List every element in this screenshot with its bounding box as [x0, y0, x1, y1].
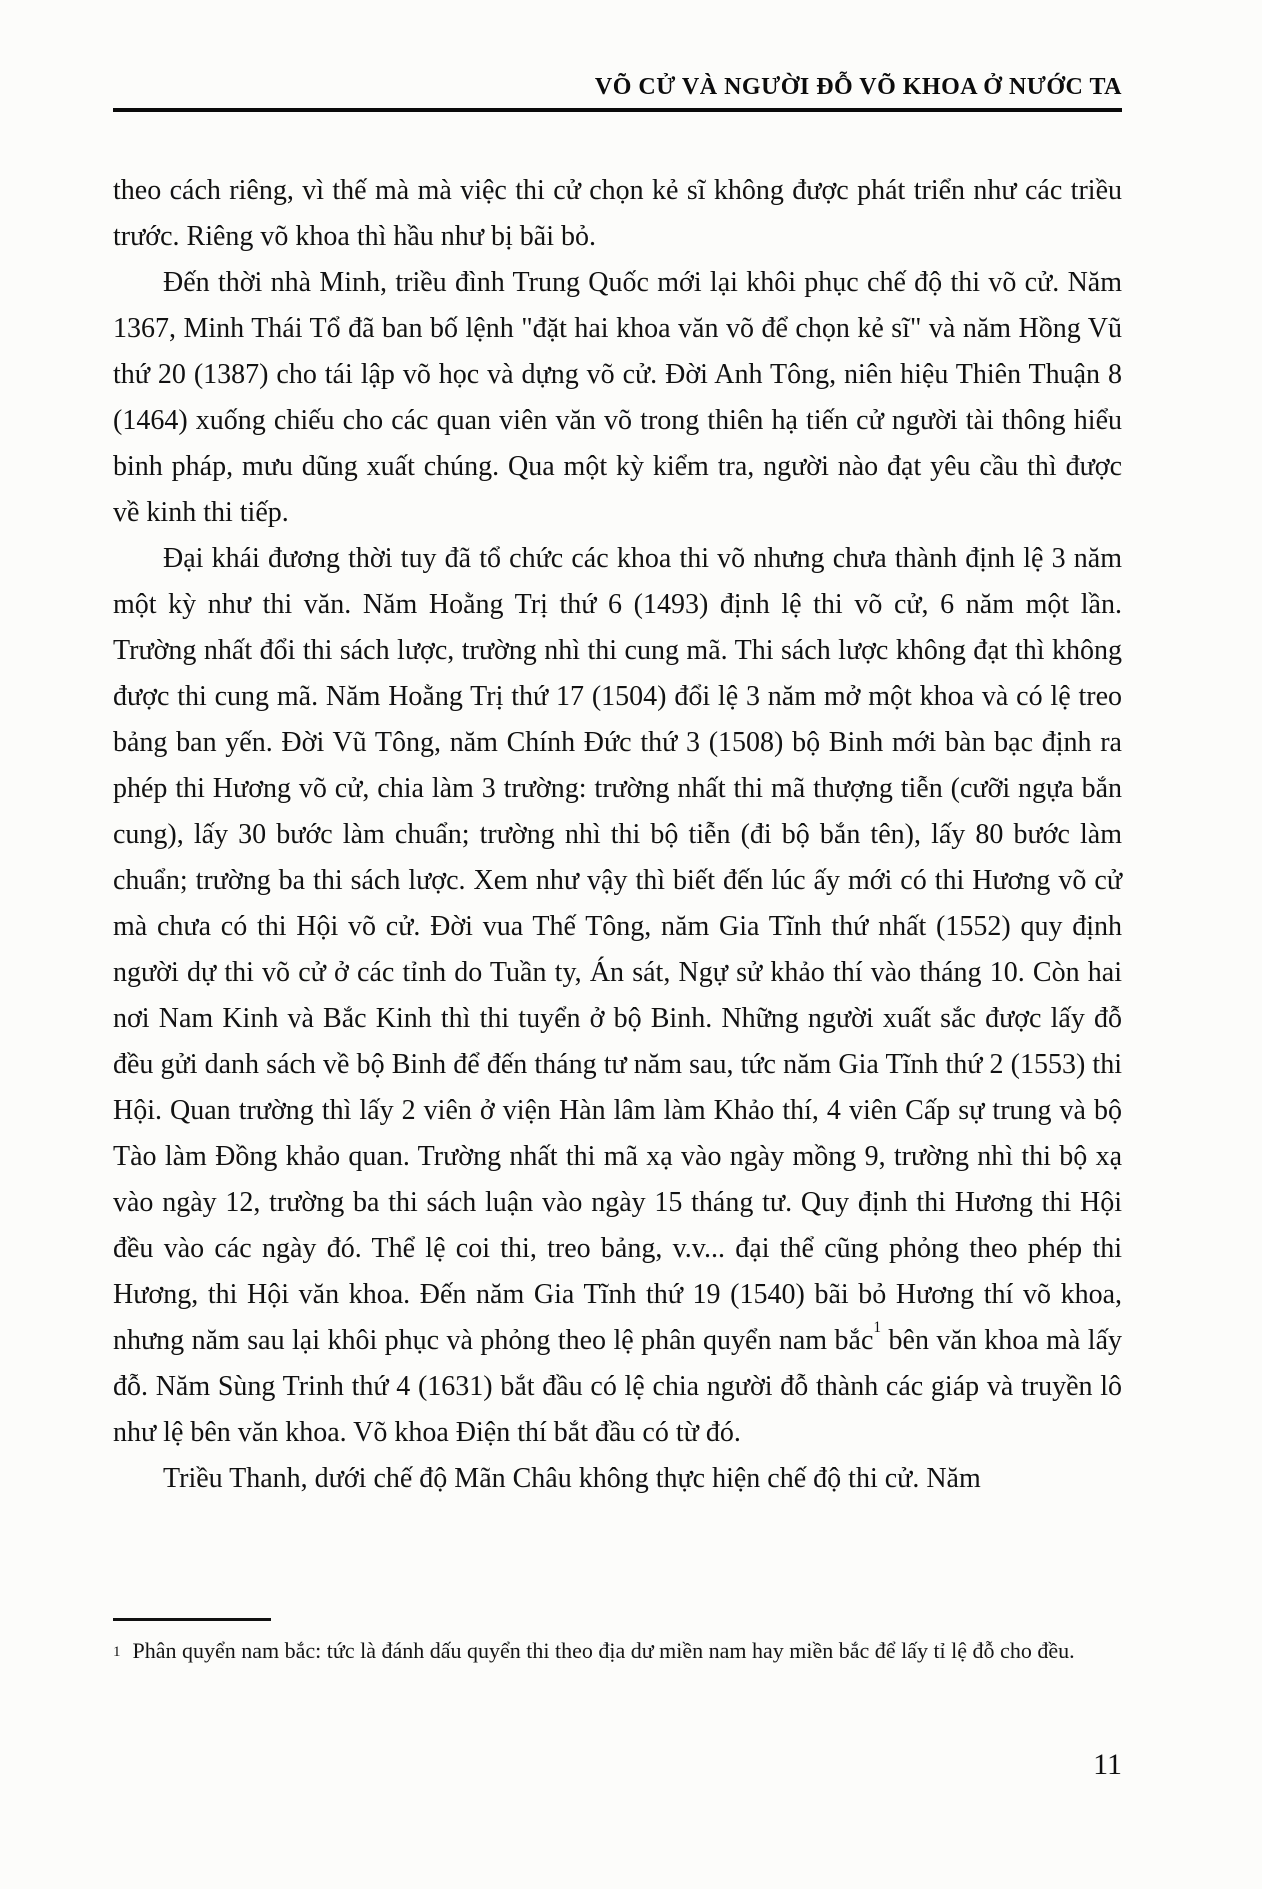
paragraph-text: bên văn khoa mà lấy đỗ. Năm Sùng Trinh thứ 4 (1631) bắt đầu có lệ chia người đỗ thành các giáp và truyền lô như lệ bên văn khoa. Võ khoa Điện thí bắt đầu có từ đó. — [113, 1325, 1122, 1448]
header-rule — [113, 108, 1122, 112]
running-header-title: VÕ CỬ VÀ NGƯỜI ĐỖ VÕ KHOA Ở NƯỚC TA — [594, 74, 1122, 100]
footnote-area — [113, 1618, 1122, 1669]
text-column — [113, 0, 1122, 1502]
footnote-separator — [113, 1618, 271, 1621]
paragraph — [113, 536, 1122, 1456]
paragraph: Đến thời nhà Minh, triều đình Trung Quốc mới lại khôi phục chế độ thi võ cử. Năm 1367, Minh Thái Tổ đã ban bố lệnh "đặt hai khoa văn võ để chọn kẻ sĩ" và năm Hồng Vũ thứ 20 (1387) cho tái lập võ học và dựng võ cử. Đời Anh Tông, niên hiệu Thiên Thuận 8 (1464) xuống chiếu cho các quan viên văn võ trong thiên hạ tiến cử người tài thông hiểu binh pháp, mưu dũng xuất chúng. Qua một kỳ kiểm tra, người nào đạt yêu cầu thì được về kinh thi tiếp. — [113, 267, 1122, 528]
footnote-marker: 1 — [113, 1644, 121, 1660]
page-body — [113, 168, 1122, 1502]
paragraph: Triều Thanh, dưới chế độ Mãn Châu không thực hiện chế độ thi cử. Năm — [163, 1463, 981, 1494]
footnote-text: Phân quyển nam bắc: tức là đánh dấu quyển thi theo địa dư miền nam hay miền bắc để lấy tỉ lệ đỗ cho đều. — [132, 1638, 1075, 1663]
paragraph: theo cách riêng, vì thế mà mà việc thi cử chọn kẻ sĩ không được phát triển như các triều trước. Riêng võ khoa thì hầu như bị bãi bỏ. — [113, 175, 1122, 252]
footnote-reference: 1 — [873, 1318, 882, 1336]
paragraph-text: Đại khái đương thời tuy đã tổ chức các khoa thi võ nhưng chưa thành định lệ 3 năm một kỳ như thi văn. Năm Hoằng Trị thứ 6 (1493) định lệ thi võ cử, 6 năm một lần. Trường nhất đổi thi sách lược, trường nhì thi cung mã. Thi sách lược không đạt thì không được thi cung mã. Năm Hoằng Trị thứ 17 (1504) đổi lệ 3 năm mở một khoa và có lệ treo bảng ban yến. Đời Vũ Tông, năm Chính Đức thứ 3 (1508) bộ Binh mới bàn bạc định ra phép thi Hương võ cử, chia làm 3 trường: trường nhất thi mã thượng tiễn (cưỡi ngựa bắn cung), lấy 30 bước làm chuẩn; trường nhì thi bộ tiễn (đi bộ bắn tên), lấy 80 bước làm chuẩn; trường ba thi sách lược. Xem như vậy thì biết đến lúc ấy mới có thi Hương võ cử mà chưa có thi Hội võ cử. Đời vua Thế Tông, năm Gia Tĩnh thứ nhất (1552) quy định người dự thi võ cử ở các tỉnh do Tuần ty, Án sát, Ngự sử khảo thí vào tháng 10. Còn hai nơi Nam Kinh và Bắc Kinh thì thi tuyển ở bộ Binh. Những người xuất sắc được lấy đỗ đều gửi danh sách về bộ Binh để đến tháng tư năm sau, tức năm Gia Tĩnh thứ 2 (1553) thi Hội. Quan trường thì lấy 2 viên ở viện Hàn lâm làm Khảo thí, 4 viên Cấp sự trung và bộ Tào làm Đồng khảo quan. Trường nhất thi mã xạ vào ngày mồng 9, trường nhì thi bộ xạ vào ngày 12, trường ba thi sách luận vào ngày 15 tháng tư. Quy định thi Hương thi Hội đều vào các ngày đó. Thể lệ coi thi, treo bảng, v.v... đại thể cũng phỏng theo phép thi Hương, thi Hội văn khoa. Đến năm Gia Tĩnh thứ 19 (1540) bãi bỏ Hương thí võ khoa, nhưng năm sau lại khôi phục và phỏng theo lệ phân quyển nam bắc — [113, 543, 1122, 1356]
page-number: 11 — [1093, 1748, 1122, 1781]
footnote — [113, 1634, 1122, 1669]
